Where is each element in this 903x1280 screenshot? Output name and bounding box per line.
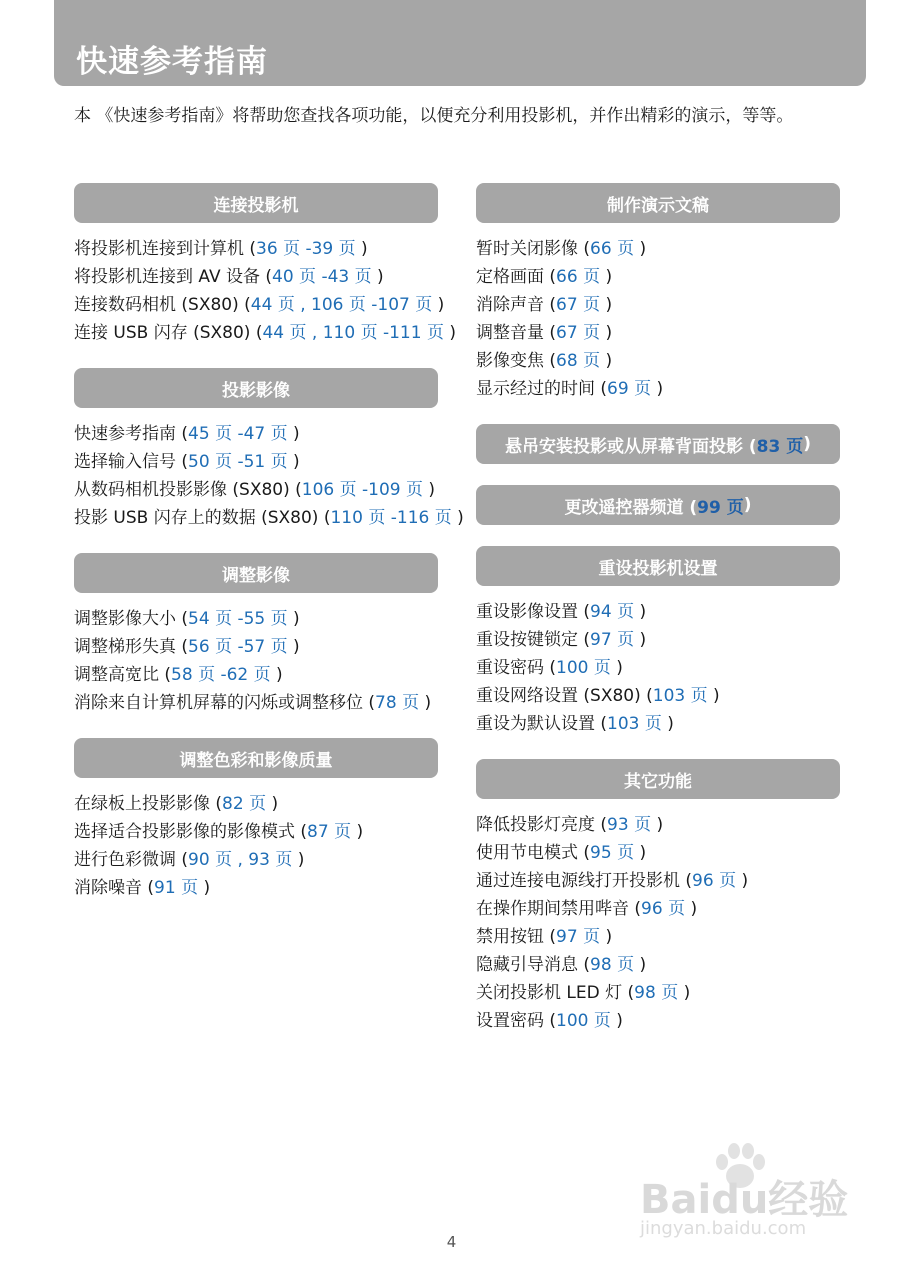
intro-paragraph: 本 《快速参考指南》将帮助您查找各项功能，以便充分利用投影机，并作出精彩的演示，等等。 — [74, 106, 794, 126]
item-list — [476, 598, 840, 738]
list-item — [476, 682, 840, 710]
list-item — [476, 811, 840, 839]
section-header — [476, 546, 840, 586]
section — [74, 553, 438, 717]
item-end: ) — [634, 239, 647, 259]
section-header — [74, 183, 438, 223]
page-ref: 44 页 , 110 页 -111 页 — [262, 323, 444, 343]
item-label: 禁用按钮 ( — [476, 927, 557, 947]
section-title: 连接投影机 — [213, 195, 299, 216]
item-end: ) — [371, 267, 384, 287]
item-label: 投影 USB 闪存上的数据 (SX80) ( — [74, 508, 331, 528]
page-ref: 97 页 — [556, 927, 601, 947]
list-item — [476, 895, 840, 923]
list-item — [74, 319, 457, 347]
section-header — [476, 485, 840, 525]
page-number: 4 — [446, 1233, 457, 1251]
list-item — [476, 710, 840, 738]
item-end: ) — [451, 508, 464, 528]
section-header — [74, 738, 438, 778]
section-title: 更改遥控器频道 ( — [564, 497, 698, 518]
list-item — [74, 846, 438, 874]
page-ref: 93 页 — [607, 815, 652, 835]
section-title-page-ref: 99 页 — [697, 497, 744, 518]
title-bar — [54, 0, 866, 86]
item-end: ) — [443, 323, 457, 343]
item-end: ) — [432, 295, 445, 315]
page-ref: 56 页 -57 页 — [188, 637, 288, 657]
section — [476, 424, 840, 464]
item-label: 在绿板上投影影像 ( — [74, 794, 223, 814]
item-end: ) — [600, 351, 613, 371]
section-title-end: ) — [743, 495, 752, 515]
item-list — [74, 605, 438, 717]
page-ref: 66 页 — [556, 267, 601, 287]
page-ref: 100 页 — [556, 1011, 611, 1031]
page-ref: 98 页 — [590, 955, 635, 975]
item-end: ) — [419, 693, 432, 713]
item-label: 快速参考指南 ( — [74, 424, 189, 444]
section-header — [476, 759, 840, 799]
list-item — [476, 654, 840, 682]
section-title: 投影影像 — [222, 380, 290, 401]
item-label: 在操作期间禁用哔音 ( — [476, 899, 642, 919]
list-item — [476, 867, 840, 895]
list-item — [476, 923, 840, 951]
page-ref: 98 页 — [634, 983, 679, 1003]
section-header — [476, 424, 840, 464]
page-ref: 58 页 -62 页 — [171, 665, 271, 685]
item-label: 进行色彩微调 ( — [74, 850, 189, 870]
item-end: ) — [610, 1011, 623, 1031]
item-label: 连接 USB 闪存 (SX80) ( — [74, 323, 263, 343]
item-label: 消除声音 ( — [476, 295, 557, 315]
left-column — [74, 183, 464, 923]
section-title: 制作演示文稿 — [607, 195, 709, 216]
item-end: ) — [736, 871, 749, 891]
item-end: ) — [287, 637, 300, 657]
item-end: ) — [266, 794, 279, 814]
list-item — [74, 476, 438, 504]
list-item — [74, 420, 438, 448]
item-end: ) — [355, 239, 368, 259]
list-item — [476, 263, 840, 291]
item-label: 使用节电模式 ( — [476, 843, 591, 863]
item-end: ) — [651, 379, 664, 399]
list-item — [74, 818, 438, 846]
section-title: 调整影像 — [222, 565, 290, 586]
list-item — [476, 839, 840, 867]
item-label: 重设按键锁定 ( — [476, 630, 591, 650]
list-item — [74, 790, 438, 818]
page-ref: 90 页 , 93 页 — [188, 850, 293, 870]
item-end: ) — [651, 815, 664, 835]
list-item — [74, 605, 438, 633]
item-label: 调整梯形失真 ( — [74, 637, 189, 657]
item-label: 降低投影灯亮度 ( — [476, 815, 608, 835]
page-ref: 97 页 — [590, 630, 635, 650]
baidu-watermark — [640, 1142, 850, 1246]
page-ref: 87 页 — [307, 822, 352, 842]
page-ref: 96 页 — [692, 871, 737, 891]
list-item — [476, 375, 840, 403]
page-title: 快速参考指南 — [76, 44, 268, 80]
item-label: 重设密码 ( — [476, 658, 557, 678]
list-item — [74, 448, 438, 476]
section — [476, 183, 840, 403]
list-item — [74, 633, 438, 661]
item-end: ) — [600, 267, 613, 287]
list-item — [74, 291, 445, 319]
item-end: ) — [287, 609, 300, 629]
list-item — [476, 347, 840, 375]
list-item — [74, 263, 438, 291]
item-label: 从数码相机投影影像 (SX80) ( — [74, 480, 302, 500]
section — [476, 759, 840, 1035]
list-item — [476, 291, 840, 319]
item-label: 选择适合投影影像的影像模式 ( — [74, 822, 308, 842]
item-label: 暂时关闭影像 ( — [476, 239, 591, 259]
item-end: ) — [270, 665, 283, 685]
list-item — [74, 504, 464, 532]
item-label: 将投影机连接到计算机 ( — [74, 239, 257, 259]
section-header — [74, 553, 438, 593]
section — [476, 546, 840, 738]
item-list — [74, 420, 464, 532]
item-label: 重设网络设置 (SX80) ( — [476, 686, 653, 706]
item-end: ) — [634, 955, 647, 975]
item-label: 重设为默认设置 ( — [476, 714, 608, 734]
page-ref: 67 页 — [556, 295, 601, 315]
page-ref: 103 页 — [652, 686, 708, 706]
page-ref: 91 页 — [154, 878, 199, 898]
list-item — [74, 689, 438, 717]
item-end: ) — [610, 658, 623, 678]
page-ref: 69 页 — [607, 379, 652, 399]
item-label: 重设影像设置 ( — [476, 602, 591, 622]
item-end: ) — [287, 424, 300, 444]
section-title: 悬吊安装投影或从屏幕背面投影 ( — [504, 436, 757, 457]
item-end: ) — [661, 714, 674, 734]
watermark-logo: Baidu经验 — [640, 1177, 849, 1223]
item-label: 将投影机连接到 AV 设备 ( — [74, 267, 273, 287]
section-title: 其它功能 — [624, 771, 692, 792]
item-list — [476, 811, 840, 1035]
item-label: 消除噪音 ( — [74, 878, 155, 898]
item-label: 调整高宽比 ( — [74, 665, 172, 685]
item-list — [74, 235, 457, 347]
list-item — [476, 979, 840, 1007]
watermark-url: jingyan.baidu.com — [640, 1218, 807, 1239]
item-end: ) — [198, 878, 211, 898]
item-end: ) — [600, 927, 613, 947]
page-ref: 44 页 , 106 页 -107 页 — [250, 295, 433, 315]
item-end: ) — [634, 843, 647, 863]
page-ref: 45 页 -47 页 — [188, 424, 288, 444]
section — [74, 738, 438, 902]
item-label: 影像变焦 ( — [476, 351, 557, 371]
page-ref: 78 页 — [375, 693, 420, 713]
item-end: ) — [634, 630, 647, 650]
item-end: ) — [685, 899, 698, 919]
page-ref: 40 页 -43 页 — [272, 267, 372, 287]
page-ref: 100 页 — [556, 658, 611, 678]
list-item — [476, 951, 840, 979]
item-end: ) — [707, 686, 720, 706]
section — [74, 183, 457, 347]
section — [74, 368, 464, 532]
list-item — [74, 874, 438, 902]
list-item — [476, 235, 840, 263]
item-label: 隐藏引导消息 ( — [476, 955, 591, 975]
item-list — [74, 790, 438, 902]
item-label: 连接数码相机 (SX80) ( — [74, 295, 251, 315]
section-header — [74, 368, 438, 408]
item-label: 调整音量 ( — [476, 323, 557, 343]
list-item — [74, 661, 438, 689]
list-item — [476, 626, 840, 654]
item-label: 调整影像大小 ( — [74, 609, 189, 629]
item-list — [476, 235, 840, 403]
section-title-page-ref: 83 页 — [756, 436, 804, 457]
list-item — [476, 1007, 840, 1035]
page-ref: 110 页 -116 页 — [330, 508, 452, 528]
page-ref: 103 页 — [607, 714, 662, 734]
item-label: 选择输入信号 ( — [74, 452, 189, 472]
page-ref: 50 页 -51 页 — [188, 452, 288, 472]
item-label: 消除来自计算机屏幕的闪烁或调整移位 ( — [74, 693, 376, 713]
section-header — [476, 183, 840, 223]
item-label: 定格画面 ( — [476, 267, 557, 287]
page-ref: 67 页 — [556, 323, 601, 343]
page-ref: 36 页 -39 页 — [256, 239, 356, 259]
section — [476, 485, 840, 525]
page-ref: 94 页 — [590, 602, 635, 622]
section-title: 重设投影机设置 — [598, 558, 718, 579]
page-ref: 95 页 — [590, 843, 635, 863]
item-label: 显示经过的时间 ( — [476, 379, 608, 399]
page-ref: 66 页 — [590, 239, 635, 259]
page-ref: 96 页 — [641, 899, 686, 919]
page-ref: 106 页 -109 页 — [301, 480, 424, 500]
right-column — [476, 183, 840, 1056]
page-ref: 68 页 — [556, 351, 601, 371]
item-label: 设置密码 ( — [476, 1011, 557, 1031]
list-item — [476, 598, 840, 626]
item-label: 通过连接电源线打开投影机 ( — [476, 871, 693, 891]
item-end: ) — [292, 850, 305, 870]
page-ref: 82 页 — [222, 794, 267, 814]
item-end: ) — [287, 452, 300, 472]
item-end: ) — [351, 822, 364, 842]
list-item — [74, 235, 438, 263]
item-end: ) — [678, 983, 691, 1003]
page-ref: 54 页 -55 页 — [188, 609, 288, 629]
item-label: 关闭投影机 LED 灯 ( — [476, 983, 635, 1003]
section-title-end: ) — [803, 434, 812, 454]
item-end: ) — [600, 323, 613, 343]
item-end: ) — [634, 602, 647, 622]
list-item — [476, 319, 840, 347]
item-end: ) — [423, 480, 436, 500]
item-end: ) — [600, 295, 613, 315]
section-title: 调整色彩和影像质量 — [179, 750, 333, 771]
